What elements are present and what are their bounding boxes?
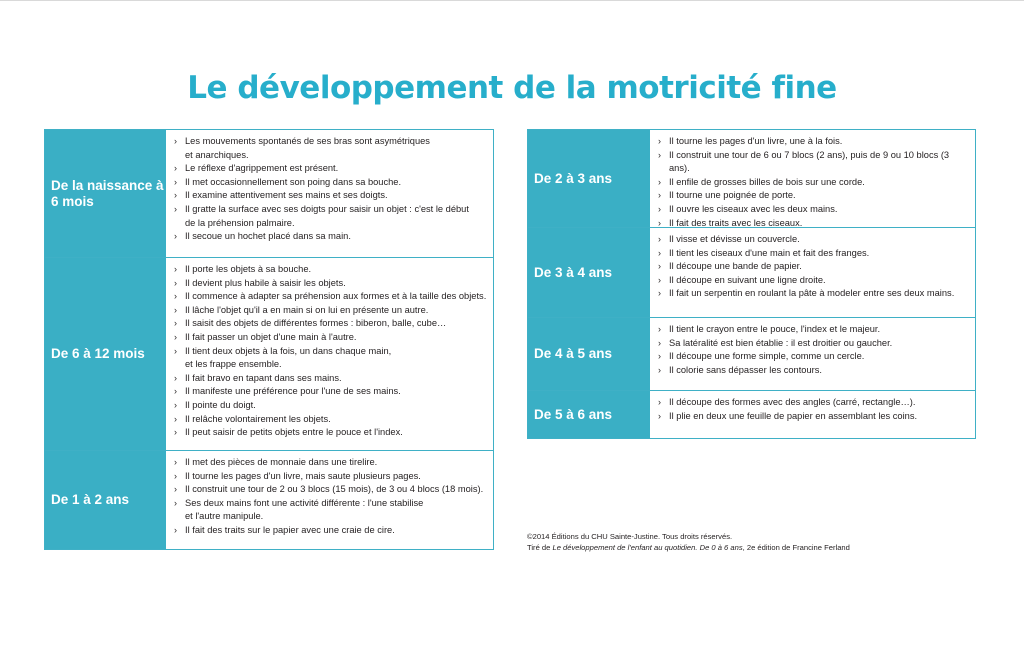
milestone-list bbox=[650, 228, 975, 317]
milestone-list bbox=[650, 130, 975, 227]
milestone-text: Il tient les ciseaux d'une main et fait des franges. bbox=[669, 247, 870, 258]
milestone-item bbox=[174, 524, 489, 538]
source-title: Le développement de l'enfant au quotidien. De 0 à 6 ans bbox=[552, 543, 743, 552]
age-row bbox=[528, 130, 975, 228]
milestone-item bbox=[174, 497, 489, 524]
milestone-item bbox=[174, 483, 489, 497]
milestone-item bbox=[174, 277, 489, 291]
milestone-text: Il lâche l'objet qu'il a en main si on lui en présente un autre. bbox=[185, 304, 429, 315]
top-divider bbox=[0, 0, 1024, 1]
milestone-item bbox=[174, 135, 489, 162]
milestone-list bbox=[166, 130, 493, 257]
page-title: Le développement de la motricité fine bbox=[187, 70, 837, 106]
milestone-text: Il découpe une forme simple, comme un cercle. bbox=[669, 351, 865, 362]
milestone-text: Il fait bravo en tapant dans ses mains. bbox=[185, 372, 342, 383]
milestone-text: Il secoue un hochet placé dans sa main. bbox=[185, 231, 351, 242]
age-row bbox=[45, 451, 493, 549]
milestone-item bbox=[658, 135, 971, 149]
age-label: De 2 à 3 ans bbox=[528, 130, 650, 227]
milestone-text: Il peut saisir de petits objets entre le pouce et l'index. bbox=[185, 427, 403, 438]
milestone-list bbox=[166, 258, 493, 450]
milestone-text: Il met des pièces de monnaie dans une tirelire. bbox=[185, 457, 378, 467]
milestone-item bbox=[658, 247, 971, 261]
age-label: De 5 à 6 ans bbox=[528, 391, 650, 438]
milestone-item bbox=[174, 203, 489, 230]
milestone-item bbox=[658, 350, 971, 364]
age-row bbox=[45, 258, 493, 451]
age-row bbox=[528, 228, 975, 318]
milestone-text: Le réflexe d'agrippement est présent. bbox=[185, 163, 339, 174]
milestone-text: Il saisit des objets de différentes formes : biberon, balle, cube… bbox=[185, 318, 447, 329]
milestone-list bbox=[650, 391, 975, 438]
milestone-text: Sa latéralité est bien établie : il est droitier ou gaucher. bbox=[669, 337, 893, 348]
milestone-item bbox=[658, 410, 971, 424]
milestone-text: Il met occasionnellement son poing dans sa bouche. bbox=[185, 176, 402, 187]
milestone-text: Il découpe une bande de papier. bbox=[669, 261, 802, 272]
milestone-item bbox=[174, 413, 489, 427]
age-label: De la naissance à 6 mois bbox=[45, 130, 166, 257]
age-label: De 3 à 4 ans bbox=[528, 228, 650, 317]
milestone-item bbox=[658, 337, 971, 351]
milestone-item bbox=[658, 323, 971, 337]
milestone-item bbox=[658, 274, 971, 288]
age-row bbox=[528, 391, 975, 438]
milestone-text: Il visse et dévisse un couvercle. bbox=[669, 234, 800, 244]
milestone-item bbox=[174, 230, 489, 244]
footer-credits bbox=[527, 531, 850, 553]
milestone-item bbox=[174, 426, 489, 440]
milestone-text: Il construit une tour de 2 ou 3 blocs (15 mois), de 3 ou 4 blocs (18 mois). bbox=[185, 484, 484, 495]
milestone-text: Il fait des traits avec les ciseaux. bbox=[669, 217, 803, 228]
milestone-text: Il enfile de grosses billes de bois sur une corde. bbox=[669, 176, 865, 187]
milestone-item bbox=[174, 317, 489, 331]
milestone-item bbox=[658, 364, 971, 378]
milestone-text: Il commence à adapter sa préhension aux formes et à la taille des objets. bbox=[185, 291, 487, 302]
milestone-item bbox=[658, 396, 971, 410]
milestone-text: Il construit une tour de 6 ou 7 blocs (2 ans), puis de 9 ou 10 blocs (3 ans). bbox=[669, 149, 950, 174]
milestone-item bbox=[174, 263, 489, 277]
milestone-item bbox=[174, 399, 489, 413]
milestone-text: Il fait des traits sur le papier avec une craie de cire. bbox=[185, 524, 395, 535]
age-label: De 4 à 5 ans bbox=[528, 318, 650, 390]
milestone-text: Il découpe en suivant une ligne droite. bbox=[669, 274, 826, 285]
milestone-list bbox=[650, 318, 975, 390]
age-label: De 6 à 12 mois bbox=[45, 258, 166, 450]
milestone-item bbox=[658, 203, 971, 217]
milestone-text: Il tourne les pages d'un livre, mais saute plusieurs pages. bbox=[185, 470, 421, 481]
age-label: De 1 à 2 ans bbox=[45, 451, 166, 549]
milestone-item bbox=[658, 260, 971, 274]
milestone-text: Il manifeste une préférence pour l'une de ses mains. bbox=[185, 386, 401, 397]
milestone-text: Il fait passer un objet d'une main à l'autre. bbox=[185, 331, 357, 342]
source-text bbox=[527, 542, 850, 553]
milestone-item bbox=[658, 176, 971, 190]
milestone-item bbox=[174, 189, 489, 203]
left-table bbox=[44, 129, 494, 550]
milestone-list bbox=[166, 451, 493, 549]
milestone-text: Il plie en deux une feuille de papier en assemblant les coins. bbox=[669, 410, 918, 421]
milestone-item bbox=[174, 345, 489, 372]
milestone-text: Il tourne une poignée de porte. bbox=[669, 190, 796, 201]
milestone-item bbox=[174, 304, 489, 318]
milestone-item bbox=[174, 290, 489, 304]
milestone-text: Il relâche volontairement les objets. bbox=[185, 413, 331, 424]
milestone-item bbox=[174, 456, 489, 470]
milestone-text: Il pointe du doigt. bbox=[185, 399, 256, 410]
right-table bbox=[527, 129, 976, 439]
milestone-item bbox=[174, 372, 489, 386]
milestone-text: Il devient plus habile à saisir les objets. bbox=[185, 277, 346, 288]
milestone-text: Les mouvements spontanés de ses bras sont asymétriques et anarchiques. bbox=[185, 136, 430, 160]
milestone-text: Il examine attentivement ses mains et ses doigts. bbox=[185, 190, 388, 201]
milestone-text: Il gratte la surface avec ses doigts pour saisir un objet : c'est le début de la préhension palmaire. bbox=[185, 203, 469, 228]
milestone-text: Il colorie sans dépasser les contours. bbox=[669, 364, 822, 375]
milestone-text: Il découpe des formes avec des angles (carré, rectangle…). bbox=[669, 397, 916, 407]
milestone-text: Il ouvre les ciseaux avec les deux mains. bbox=[669, 203, 838, 214]
milestone-item bbox=[174, 385, 489, 399]
milestone-item bbox=[174, 162, 489, 176]
milestone-text: Il fait un serpentin en roulant la pâte à modeler entre ses deux mains. bbox=[669, 288, 955, 299]
source-suffix: , 2e édition de Francine Ferland bbox=[742, 543, 850, 552]
source-prefix: Tiré de bbox=[527, 543, 553, 552]
milestone-item bbox=[174, 470, 489, 484]
milestone-text: Il tient le crayon entre le pouce, l'index et le majeur. bbox=[669, 324, 881, 334]
copyright-text: ©2014 Éditions du CHU Sainte-Justine. Tous droits réservés. bbox=[527, 532, 733, 541]
milestone-item bbox=[658, 287, 971, 301]
milestone-text: Il tient deux objets à la fois, un dans chaque main, et les frappe ensemble. bbox=[185, 345, 392, 370]
milestone-text: Il porte les objets à sa bouche. bbox=[185, 264, 312, 274]
milestone-item bbox=[658, 149, 971, 176]
milestone-item bbox=[658, 189, 971, 203]
age-row bbox=[528, 318, 975, 391]
milestone-text: Il tourne les pages d'un livre, une à la fois. bbox=[669, 136, 843, 146]
milestone-item bbox=[658, 233, 971, 247]
milestone-item bbox=[174, 176, 489, 190]
milestone-item bbox=[174, 331, 489, 345]
milestone-item bbox=[658, 217, 971, 231]
age-row bbox=[45, 130, 493, 258]
milestone-text: Ses deux mains font une activité différente : l'une stabilise et l'autre manipule. bbox=[185, 497, 424, 522]
